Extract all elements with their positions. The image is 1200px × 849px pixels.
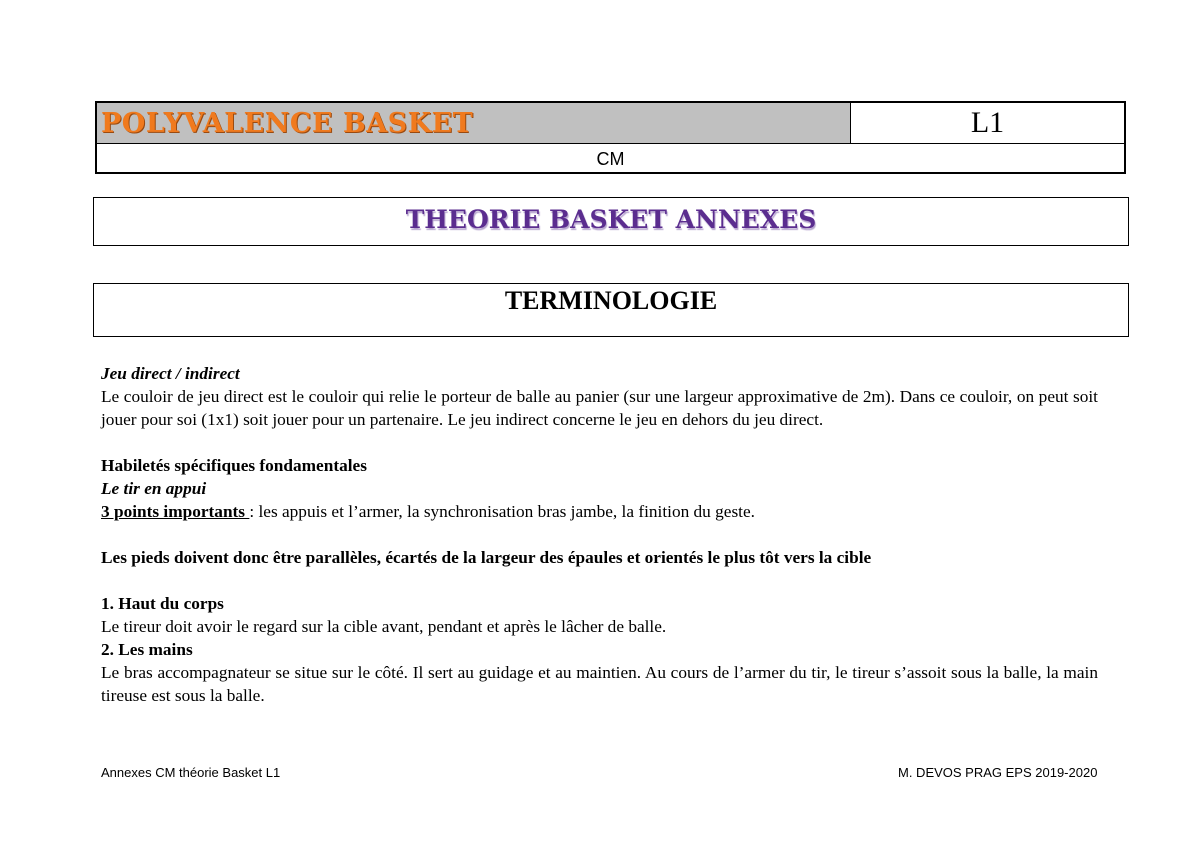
haut-heading: 1. Haut du corps: [101, 594, 224, 613]
annex-title: THEORIE BASKET ANNEXES: [405, 205, 817, 234]
mains-heading: 2. Les mains: [101, 640, 193, 659]
course-subtitle: CM: [596, 148, 625, 169]
jeu-paragraph: Le couloir de jeu direct est le couloir qui relie le porteur de balle au panier (sur une largeur approximative de 2m). Dans ce couloir, on peut soit jouer pour soi (1x1) soit jouer pour un partenaire. Le jeu indirect concerne le jeu en dehors du jeu direct.: [101, 387, 1098, 429]
section-title: TERMINOLOGIE: [504, 286, 718, 315]
footer-right: M. DEVOS PRAG EPS 2019-2020: [898, 765, 1098, 780]
points-paragraph: [101, 500, 1098, 523]
mains-paragraph: Le bras accompagnateur se situe sur le côté. Il sert au guidage et au maintien. Au cours de l’armer du tir, le tireur s’assoit sous la balle, la main tireuse est sous la balle.: [101, 663, 1098, 705]
header-table: [95, 101, 1126, 174]
course-title: POLYVALENCE BASKET: [101, 107, 474, 139]
footer-left: Annexes CM théorie Basket L1: [101, 765, 281, 780]
annex-title-box: [93, 197, 1129, 246]
jeu-heading: Jeu direct / indirect: [101, 364, 240, 383]
haut-paragraph: Le tireur doit avoir le regard sur la cible avant, pendant et après le lâcher de balle.: [101, 617, 667, 636]
habiletes-heading: Habiletés spécifiques fondamentales: [101, 456, 367, 475]
section-title-box: [93, 283, 1129, 337]
document-body: [101, 362, 1098, 707]
tir-heading: Le tir en appui: [101, 479, 207, 498]
course-level: L1: [970, 106, 1005, 139]
points-text: : les appuis et l’armer, la synchronisation bras jambe, la finition du geste.: [249, 502, 755, 521]
pieds-paragraph: Les pieds doivent donc être parallèles, écartés de la largeur des épaules et orientés le plus tôt vers la cible: [101, 548, 872, 567]
points-label: 3 points importants: [101, 502, 250, 521]
header-title-cell: [97, 103, 851, 143]
header-top-row: [97, 103, 1124, 144]
